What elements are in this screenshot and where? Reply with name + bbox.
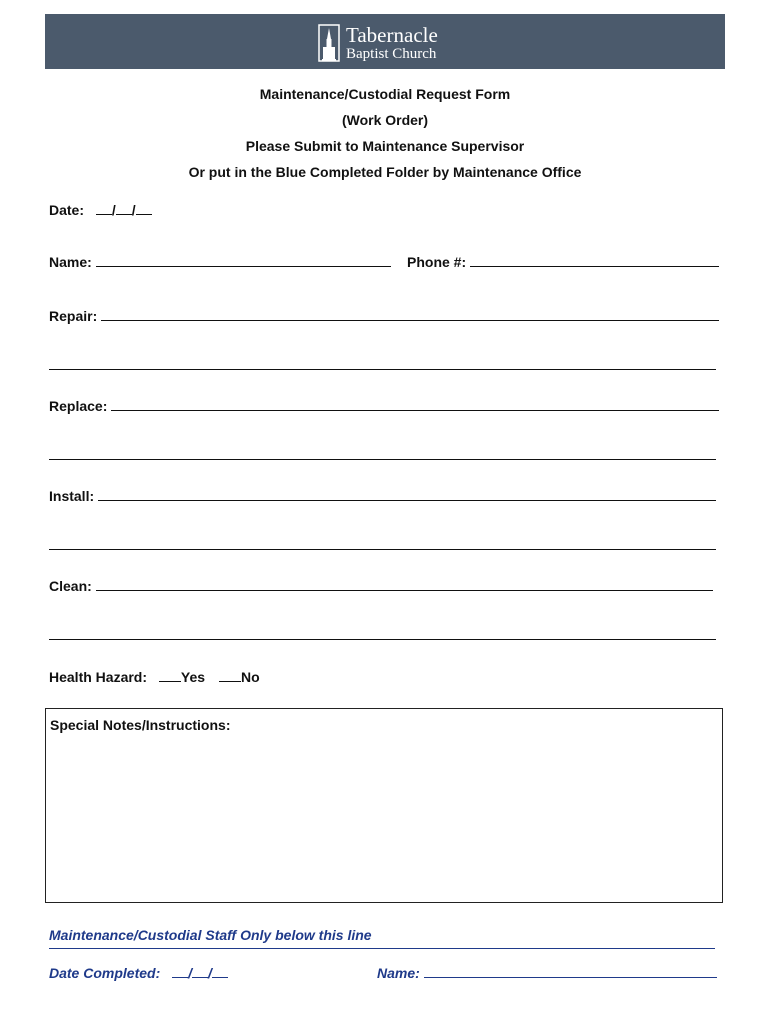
replace-input-line[interactable] (111, 410, 719, 411)
staff-name-label: Name: (377, 965, 420, 981)
submit-instruction: Please Submit to Maintenance Supervisor (245, 138, 525, 154)
name-label: Name: (49, 254, 92, 270)
replace-label: Replace: (49, 398, 108, 414)
replace-field[interactable] (49, 398, 719, 414)
date-label: Date: (49, 202, 85, 218)
repair-continuation-line[interactable] (49, 369, 716, 370)
church-steeple-icon (318, 23, 340, 63)
date-completed-separator: / (208, 965, 212, 981)
date-completed-row (49, 965, 228, 981)
logo-text (346, 22, 438, 62)
repair-field[interactable] (49, 308, 719, 324)
date-completed-day-field[interactable] (192, 977, 208, 978)
health-hazard-row (49, 669, 260, 685)
date-row (49, 202, 152, 218)
staff-name-field[interactable] (377, 965, 717, 981)
date-month-field[interactable] (96, 214, 112, 215)
folder-instruction: Or put in the Blue Completed Folder by Maintenance Office (188, 164, 582, 180)
date-completed-label: Date Completed: (49, 965, 161, 981)
date-completed-month-field[interactable] (172, 977, 188, 978)
install-field[interactable] (49, 488, 716, 504)
no-label: No (240, 669, 260, 685)
date-separator: / (131, 202, 136, 218)
no-checkbox-line[interactable] (219, 681, 241, 682)
repair-input-line[interactable] (101, 320, 719, 321)
clean-input-line[interactable] (96, 590, 713, 591)
staff-only-heading (49, 927, 372, 943)
install-label: Install: (49, 488, 95, 504)
staff-only-heading-text: Maintenance/Custodial Staff Only below this line (49, 927, 372, 943)
logo-line-2: Baptist Church (346, 45, 437, 62)
clean-field[interactable] (49, 578, 713, 594)
replace-continuation-line[interactable] (49, 459, 716, 460)
date-separator: / (111, 202, 116, 218)
name-input-line[interactable] (96, 266, 391, 267)
date-completed-separator: / (188, 965, 193, 981)
yes-checkbox-line[interactable] (159, 681, 181, 682)
form-title-block (0, 84, 770, 188)
staff-name-input-line[interactable] (424, 977, 717, 978)
date-completed-year-field[interactable] (212, 977, 228, 978)
special-notes-label: Special Notes/Instructions: (50, 717, 231, 733)
phone-field[interactable] (407, 254, 719, 270)
yes-label: Yes (180, 669, 206, 685)
install-continuation-line[interactable] (49, 549, 716, 550)
staff-only-divider (49, 948, 715, 949)
logo-line-1: Tabernacle (346, 22, 438, 47)
special-notes-box[interactable] (45, 708, 723, 903)
form-title: Maintenance/Custodial Request Form (259, 86, 511, 102)
clean-label: Clean: (49, 578, 92, 594)
church-logo (318, 22, 438, 64)
clean-continuation-line[interactable] (49, 639, 716, 640)
date-day-field[interactable] (116, 214, 132, 215)
phone-label: Phone #: (407, 254, 467, 270)
phone-input-line[interactable] (470, 266, 719, 267)
install-input-line[interactable] (98, 500, 716, 501)
repair-label: Repair: (49, 308, 98, 324)
form-subtitle: (Work Order) (341, 112, 429, 128)
name-field[interactable] (49, 254, 391, 270)
health-hazard-label: Health Hazard: (49, 669, 148, 685)
date-year-field[interactable] (136, 214, 152, 215)
